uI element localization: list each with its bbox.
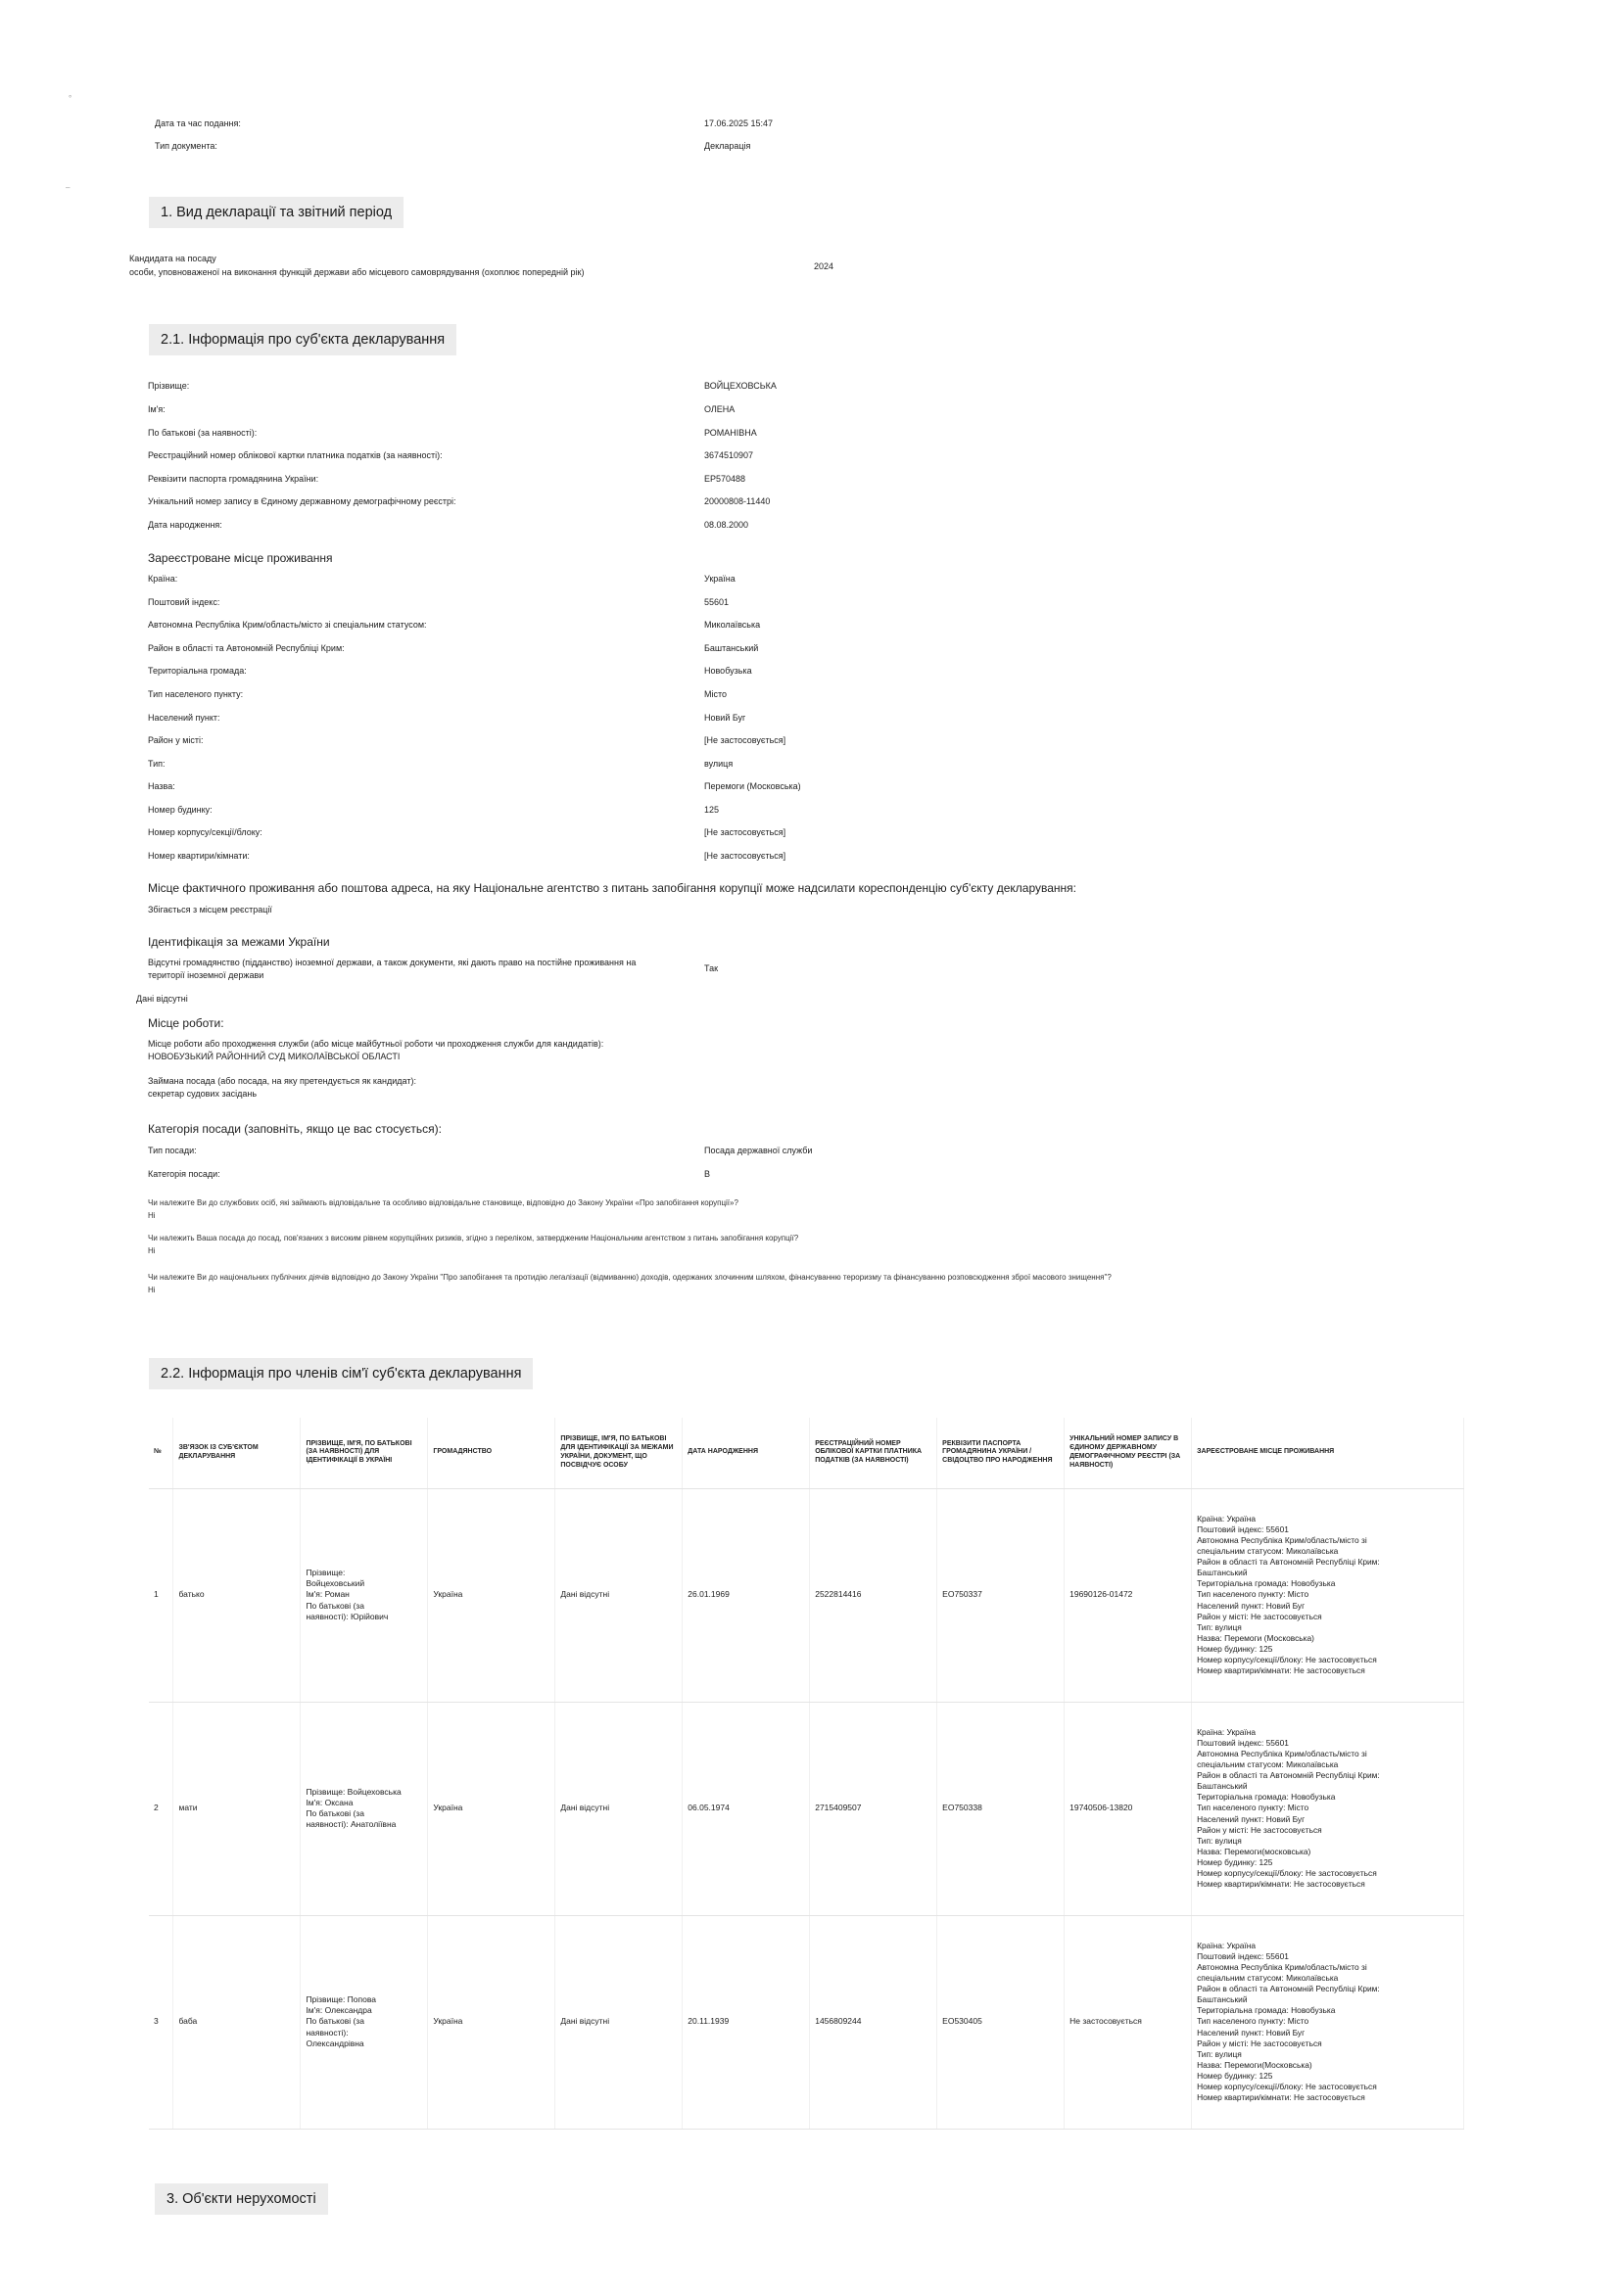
birth-date-cell: 20.11.1939 xyxy=(683,1915,810,2129)
address-line: Назва: Перемоги(Московська) xyxy=(1197,2059,1312,2070)
section-title: 3. Об'єкти нерухомості xyxy=(155,2183,328,2215)
unique-number-cell: 19690126-01472 xyxy=(1065,1488,1192,1702)
field-label: Унікальний номер запису в Єдиному державному демографічному реєстрі: xyxy=(148,496,456,506)
relation-cell: мати xyxy=(173,1702,301,1915)
position-value: секретар судових засідань xyxy=(148,1089,258,1099)
field-value: ЕР570488 xyxy=(704,474,746,484)
section-title: 2.2. Інформація про членів сім'ї суб'єкта декларування xyxy=(149,1358,533,1389)
name-line: Ім'я: Оксана xyxy=(306,1797,354,1807)
tax-number-cell: 2715409507 xyxy=(810,1702,937,1915)
registered-address-heading: Зареєстроване місце проживання xyxy=(148,551,333,565)
address-line: Тип: вулиця xyxy=(1197,2048,1242,2059)
address-line: Район в області та Автономній Республіці Крим: xyxy=(1197,1557,1380,1568)
address-value: [Не застосовується] xyxy=(704,735,786,745)
table-row xyxy=(149,1488,1464,1702)
address-value: Новий Буг xyxy=(704,713,746,723)
declaration-kind: Кандидата на посаду xyxy=(129,254,216,263)
scan-mark: ° xyxy=(69,94,72,103)
actual-address-heading: Місце фактичного проживання або поштова адреса, на яку Національне агентство з питань запобігання корупції може надсилати кореспонденцію суб'єкту декларування: xyxy=(148,881,1076,895)
answer-public-figure: Ні xyxy=(148,1286,156,1294)
unique-number-cell: 19740506-13820 xyxy=(1065,1702,1192,1915)
citizenship-cell: Україна xyxy=(428,1488,555,1702)
foreign-identification-label: Відсутні громадянство (підданство) іноземної держави, а також документи, які дають право на постійне проживання на xyxy=(148,958,637,967)
address-value: 125 xyxy=(704,805,720,815)
address-cell xyxy=(1192,1702,1464,1915)
field-value: ВОЙЦЕХОВСЬКА xyxy=(704,381,777,391)
name-line: Ім'я: Роман xyxy=(306,1589,350,1600)
address-line: Номер корпусу/секції/блоку: Не застосовується xyxy=(1197,1655,1377,1665)
name-line: Войцеховський xyxy=(306,1578,365,1589)
address-line: Баштанський xyxy=(1197,1781,1248,1792)
passport-cell: ЕО750338 xyxy=(937,1702,1065,1915)
name-line: Олександрівна xyxy=(306,2038,364,2048)
address-line: Назва: Перемоги(московська) xyxy=(1197,1846,1311,1856)
address-line: Тип населеного пункту: Місто xyxy=(1197,1803,1309,1813)
name-line: Прізвище: Попова xyxy=(306,1993,376,2004)
address-line: Автономна Республіка Крим/область/місто зі xyxy=(1197,1534,1367,1545)
section-title: 2.1. Інформація про суб'єкта декларування xyxy=(149,324,456,355)
address-line: Район у місті: Не застосовується xyxy=(1197,2038,1322,2048)
address-line: Територіальна громада: Новобузька xyxy=(1197,1792,1336,1803)
address-label: Номер будинку: xyxy=(148,805,213,815)
table-row xyxy=(149,1915,1464,2129)
name-line: Ім'я: Олександра xyxy=(306,2005,372,2016)
address-label: Назва: xyxy=(148,781,175,791)
citizenship-cell: Україна xyxy=(428,1915,555,2129)
address-line: Район у місті: Не застосовується xyxy=(1197,1824,1322,1835)
work-heading: Місце роботи: xyxy=(148,1016,224,1030)
no-data-note: Дані відсутні xyxy=(136,994,188,1004)
address-line: спеціальним статусом: Миколаївська xyxy=(1197,1973,1339,1984)
address-cell xyxy=(1192,1915,1464,2129)
foreign-identification-value: Так xyxy=(704,963,719,973)
post-type-value: Посада державної служби xyxy=(704,1146,813,1155)
tax-number-cell: 2522814416 xyxy=(810,1488,937,1702)
question-corruption-risk: Чи належить Ваша посада до посад, пов'язаних з високим рівнем корупційних ризиків, згідно з переліком, затвердженим Національним агентством з питань запобігання корупції? xyxy=(148,1234,799,1242)
address-line: Населений пункт: Новий Буг xyxy=(1197,2027,1306,2038)
address-line: Поштовий індекс: 55601 xyxy=(1197,1523,1289,1534)
address-line: Номер квартири/кімнати: Не застосовується xyxy=(1197,2092,1365,2103)
name-cell xyxy=(301,1915,428,2129)
column-header: № xyxy=(149,1418,173,1488)
foreign-id-cell: Дані відсутні xyxy=(555,1702,683,1915)
post-category-label: Категорія посади: xyxy=(148,1169,220,1179)
address-line: Країна: Україна xyxy=(1197,1513,1257,1523)
address-line: Країна: Україна xyxy=(1197,1940,1257,1950)
address-line: Тип населеного пункту: Місто xyxy=(1197,2016,1309,2027)
work-label: Місце роботи або проходження служби (або місце майбутньої роботи чи проходження служби для кандидатів): xyxy=(148,1039,604,1049)
column-header: ЗВ'ЯЗОК ІЗ СУБ'ЄКТОМ ДЕКЛАРУВАННЯ xyxy=(173,1418,301,1488)
address-line: Баштанський xyxy=(1197,1568,1248,1578)
name-line: Прізвище: xyxy=(306,1567,346,1577)
address-label: Номер корпусу/секції/блоку: xyxy=(148,827,262,837)
reporting-year: 2024 xyxy=(814,261,834,271)
address-value: Новобузька xyxy=(704,666,752,676)
address-value: [Не застосовується] xyxy=(704,827,786,837)
address-line: Номер корпусу/секції/блоку: Не застосовується xyxy=(1197,2082,1377,2092)
address-line: Район у місті: Не застосовується xyxy=(1197,1611,1322,1621)
field-value: РОМАНІВНА xyxy=(704,428,757,438)
answer-responsible-position: Ні xyxy=(148,1211,156,1220)
address-line: Номер будинку: 125 xyxy=(1197,1643,1273,1654)
birth-date-cell: 06.05.1974 xyxy=(683,1702,810,1915)
address-line: Країна: Україна xyxy=(1197,1726,1257,1737)
row-number: 1 xyxy=(149,1488,173,1702)
address-value: вулиця xyxy=(704,759,734,769)
name-line: По батькові (за xyxy=(306,2016,364,2027)
address-label: Населений пункт: xyxy=(148,713,220,723)
address-value: Баштанський xyxy=(704,643,759,653)
table-row xyxy=(149,1702,1464,1915)
field-value: 08.08.2000 xyxy=(704,520,749,530)
address-line: Номер квартири/кімнати: Не застосовується xyxy=(1197,1665,1365,1676)
address-label: Тип населеного пункту: xyxy=(148,689,244,699)
foreign-id-cell: Дані відсутні xyxy=(555,1488,683,1702)
address-line: Тип: вулиця xyxy=(1197,1621,1242,1632)
name-line: наявності): xyxy=(306,2027,349,2038)
post-category-heading: Категорія посади (заповніть, якщо це вас стосується): xyxy=(148,1122,442,1136)
relation-cell: баба xyxy=(173,1915,301,2129)
name-line: По батькові (за xyxy=(306,1600,364,1611)
address-line: Район в області та Автономній Республіці Крим: xyxy=(1197,1770,1380,1781)
address-line: Територіальна громада: Новобузька xyxy=(1197,2005,1336,2016)
address-label: Територіальна громада: xyxy=(148,666,247,676)
field-label: Ім'я: xyxy=(148,404,166,414)
relation-cell: батько xyxy=(173,1488,301,1702)
address-line: Населений пункт: Новий Буг xyxy=(1197,1600,1306,1611)
address-label: Тип: xyxy=(148,759,166,769)
foreign-identification-label-2: території іноземної держави xyxy=(148,970,264,980)
address-value: Місто xyxy=(704,689,728,699)
address-line: Номер будинку: 125 xyxy=(1197,1856,1273,1867)
name-line: наявності): Анатоліївна xyxy=(306,1819,397,1830)
passport-cell: ЕО530405 xyxy=(937,1915,1065,2129)
address-line: Тип: вулиця xyxy=(1197,1835,1242,1846)
unique-number-cell: Не застосовується xyxy=(1065,1915,1192,2129)
column-header: РЕКВІЗИТИ ПАСПОРТА ГРОМАДЯНИНА УКРАЇНИ / СВІДОЦТВО ПРО НАРОДЖЕННЯ xyxy=(937,1418,1065,1488)
address-value: 55601 xyxy=(704,597,730,607)
address-label: Номер квартири/кімнати: xyxy=(148,851,250,861)
table-header-row xyxy=(149,1418,1464,1488)
column-header: ЗАРЕЄСТРОВАНЕ МІСЦЕ ПРОЖИВАННЯ xyxy=(1192,1418,1464,1488)
address-line: Автономна Республіка Крим/область/місто зі xyxy=(1197,1748,1367,1758)
scan-mark: – xyxy=(66,183,71,192)
address-line: Баштанський xyxy=(1197,1994,1248,2005)
post-type-label: Тип посади: xyxy=(148,1146,197,1155)
address-value: Перемоги (Московська) xyxy=(704,781,801,791)
name-cell xyxy=(301,1488,428,1702)
column-header: РЕЄСТРАЦІЙНИЙ НОМЕР ОБЛІКОВОЇ КАРТКИ ПЛАТНИКА ПОДАТКІВ (ЗА НАЯВНОСТІ) xyxy=(810,1418,937,1488)
address-line: Поштовий індекс: 55601 xyxy=(1197,1950,1289,1961)
field-value: ОЛЕНА xyxy=(704,404,736,414)
field-label: По батькові (за наявності): xyxy=(148,428,258,438)
question-public-figure: Чи належите Ви до національних публічних діячів відповідно до Закону України "Про запобігання та протидію легалізації (відмиванню) доходів, одержаних злочинним шляхом, фінансуванню тероризму та фінансуванню розповсюдження зброї масового знищення"? xyxy=(148,1273,1112,1282)
tax-number-cell: 1456809244 xyxy=(810,1915,937,2129)
declaration-kind-detail: особи, уповноваженої на виконання функцій держави або місцевого самоврядування (охоплює попередній рік) xyxy=(129,267,585,277)
address-line: Номер будинку: 125 xyxy=(1197,2070,1273,2081)
foreign-id-cell: Дані відсутні xyxy=(555,1915,683,2129)
birth-date-cell: 26.01.1969 xyxy=(683,1488,810,1702)
doc-type-label: Тип документа: xyxy=(155,141,217,151)
column-header: ГРОМАДЯНСТВО xyxy=(428,1418,555,1488)
actual-address-value: Збігається з місцем реєстрації xyxy=(148,905,272,914)
passport-cell: ЕО750337 xyxy=(937,1488,1065,1702)
address-value: Україна xyxy=(704,574,736,584)
address-line: Номер корпусу/секції/блоку: Не застосовується xyxy=(1197,1868,1377,1879)
field-value: 3674510907 xyxy=(704,450,754,460)
address-line: Тип населеного пункту: Місто xyxy=(1197,1589,1309,1600)
address-label: Поштовий індекс: xyxy=(148,597,220,607)
name-line: наявності): Юрійович xyxy=(306,1611,389,1621)
field-label: Реквізити паспорта громадянина України: xyxy=(148,474,319,484)
field-label: Дата народження: xyxy=(148,520,222,530)
address-line: Поштовий індекс: 55601 xyxy=(1197,1737,1289,1748)
address-line: Район в області та Автономній Республіці Крим: xyxy=(1197,1984,1380,1994)
address-value: Миколаївська xyxy=(704,620,761,630)
work-value: НОВОБУЗЬКИЙ РАЙОННИЙ СУД МИКОЛАЇВСЬКОЇ ОБЛАСТІ xyxy=(148,1052,401,1061)
address-line: Населений пункт: Новий Буг xyxy=(1197,1813,1306,1824)
citizenship-cell: Україна xyxy=(428,1702,555,1915)
section-title: 1. Вид декларації та звітний період xyxy=(149,197,404,228)
name-line: По батькові (за xyxy=(306,1808,364,1818)
column-header: ПРІЗВИЩЕ, ІМ'Я, ПО БАТЬКОВІ ДЛЯ ІДЕНТИФІКАЦІЇ ЗА МЕЖАМИ УКРАЇНИ, ДОКУМЕНТ, ЩО ПОСВІДЧУЄ ОСОБУ xyxy=(555,1418,683,1488)
field-label: Прізвище: xyxy=(148,381,190,391)
row-number: 3 xyxy=(149,1915,173,2129)
field-value: 20000808-11440 xyxy=(704,496,771,506)
address-label: Країна: xyxy=(148,574,178,584)
address-line: спеціальним статусом: Миколаївська xyxy=(1197,1759,1339,1770)
address-line: Територіальна громада: Новобузька xyxy=(1197,1578,1336,1589)
address-value: [Не застосовується] xyxy=(704,851,786,861)
position-label: Займана посада (або посада, на яку претендується як кандидат): xyxy=(148,1076,416,1086)
row-number: 2 xyxy=(149,1702,173,1915)
question-responsible-position: Чи належите Ви до службових осіб, які займають відповідальне та особливо відповідальне становище, відповідно до Закону України «Про запобігання корупції»? xyxy=(148,1198,738,1207)
address-cell xyxy=(1192,1488,1464,1702)
name-line: Прізвище: Войцеховська xyxy=(306,1786,402,1797)
address-label: Автономна Республіка Крим/область/місто зі спеціальним статусом: xyxy=(148,620,427,630)
address-line: спеціальним статусом: Миколаївська xyxy=(1197,1546,1339,1557)
date-label: Дата та час подання: xyxy=(155,118,241,128)
doc-type-value: Декларація xyxy=(704,141,751,151)
address-label: Район у місті: xyxy=(148,735,204,745)
address-line: Назва: Перемоги (Московська) xyxy=(1197,1632,1314,1643)
column-header: ДАТА НАРОДЖЕННЯ xyxy=(683,1418,810,1488)
name-cell xyxy=(301,1702,428,1915)
column-header: УНІКАЛЬНИЙ НОМЕР ЗАПИСУ В ЄДИНОМУ ДЕРЖАВНОМУ ДЕМОГРАФІЧНОМУ РЕЄСТРІ (ЗА НАЯВНОСТІ) xyxy=(1065,1418,1192,1488)
column-header: ПРІЗВИЩЕ, ІМ'Я, ПО БАТЬКОВІ (ЗА НАЯВНОСТІ) ДЛЯ ІДЕНТИФІКАЦІЇ В УКРАЇНІ xyxy=(301,1418,428,1488)
date-value: 17.06.2025 15:47 xyxy=(704,118,774,128)
foreign-identification-heading: Ідентифікація за межами України xyxy=(148,935,330,949)
address-line: Номер квартири/кімнати: Не застосовується xyxy=(1197,1879,1365,1890)
address-line: Автономна Республіка Крим/область/місто зі xyxy=(1197,1961,1367,1972)
answer-corruption-risk: Ні xyxy=(148,1246,156,1255)
family-members-table xyxy=(149,1418,1464,2130)
field-label: Реєстраційний номер облікової картки платника податків (за наявності): xyxy=(148,450,443,460)
post-category-value: В xyxy=(704,1169,711,1179)
address-label: Район в області та Автономній Республіці Крим: xyxy=(148,643,345,653)
